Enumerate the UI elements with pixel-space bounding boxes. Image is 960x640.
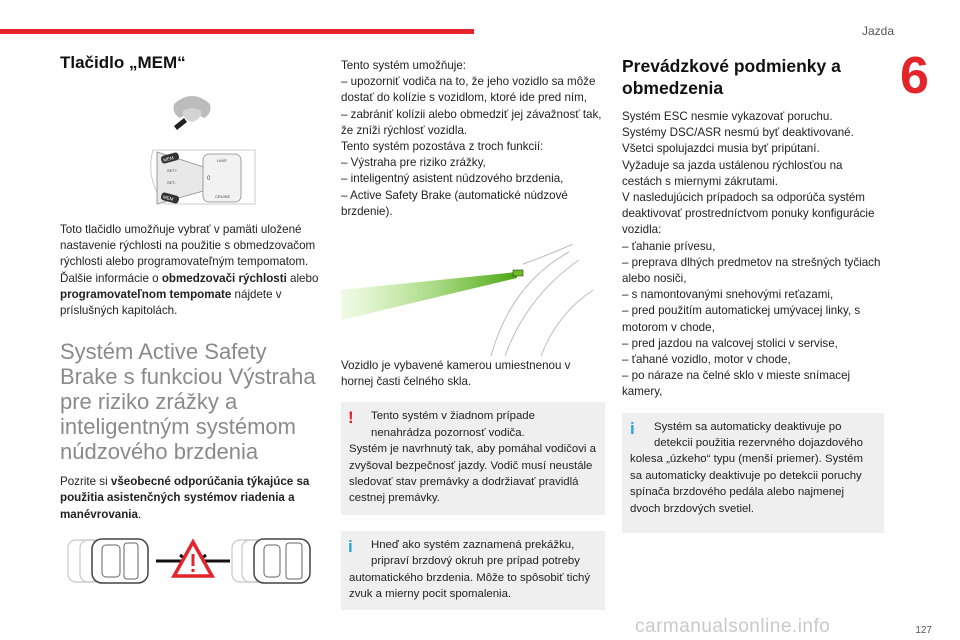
- condition-line: Systém ESC nesmie vykazovať poruchu.: [622, 110, 833, 123]
- info-first-line: Hneď ako systém zaznamená prekážku, pripraví brzdový okruh pre prípad potreby: [371, 538, 580, 568]
- condition-line: Systémy DSC/ASR nesmú byť deaktivované.: [622, 126, 854, 140]
- condition-line: – pred použitím automatickej umývacej linky, s motorom v chode,: [622, 304, 861, 334]
- warning-exclamation-icon: !: [348, 408, 354, 428]
- lever-set-plus-label: SET+: [167, 168, 178, 173]
- chapter-number: 6: [900, 47, 929, 105]
- collision-warning-illustration: [64, 532, 322, 590]
- deactivation-info-note: [622, 413, 884, 533]
- column-1-body: [60, 222, 322, 523]
- mem-heading: Tlačidlo „MEM“: [60, 53, 186, 72]
- intro-line: – inteligentný asistent núdzového brzdenia,: [341, 172, 564, 186]
- mem-more-info: Ďalšie informácie o obmedzovači rýchlosti alebo programovateľnom tempomate nájdete v príslušných kapitolách.: [60, 271, 319, 318]
- info-icon: i: [348, 536, 353, 556]
- lever-cruise-label: CRUISE: [215, 194, 231, 199]
- watermark: carmanualsonline.info: [635, 616, 831, 637]
- camera-description: Vozidlo je vybavené kamerou umiestnenou v hornej časti čelného skla.: [341, 359, 571, 389]
- intro-line: – zabrániť kolízii alebo obmedziť jej závažnosť tak, že zníži rýchlosť vozidla.: [341, 107, 602, 137]
- condition-line: – preprava dlhých predmetov na strešných tyčiach alebo nosiči,: [622, 255, 881, 286]
- lever-set-minus-label: SET-: [167, 180, 176, 185]
- condition-line: Všetci spolujazdci musia byť pripútaní.: [622, 142, 820, 156]
- info-icon: i: [630, 418, 635, 438]
- warning-note: [341, 402, 605, 514]
- steering-wheel-icon: [168, 88, 216, 132]
- top-red-bar: [0, 29, 474, 34]
- mem-description: Toto tlačidlo umožňuje vybrať v pamäti uložené nastavenie rýchlosti na použitie s obmedzovačom rýchlosti alebo programovateľným tempomatom.: [60, 223, 316, 269]
- section-title: Jazda: [861, 24, 894, 38]
- info-note: [341, 531, 605, 611]
- condition-line: – ťahané vozidlo, motor v chode,: [622, 353, 791, 367]
- asb-reference: Pozrite si všeobecné odporúčania týkajúce sa použitia asistenčných systémov riadenia a manévrovania.: [60, 475, 310, 521]
- warning-body: Systém je navrhnutý tak, aby pomáhal vodičovi a zvyšoval bezpečnosť jazdy. Vodič musí neustále sledovať stav premávky a dodržiavať pravidlá cestnej premávky.: [349, 443, 596, 505]
- condition-line: – po náraze na čelné sklo v mieste snímacej kamery,: [622, 369, 851, 399]
- deactivation-first-line: Systém sa automaticky deaktivuje po detekcii použitia rezervného dojazdového: [654, 420, 863, 450]
- windshield-camera-illustration: [341, 244, 605, 356]
- conditions-heading: Prevádzkové podmienky a obmedzenia: [622, 56, 841, 98]
- warning-first-line: Tento systém v žiadnom prípade nenahrádza pozornosť vodiča.: [371, 410, 535, 439]
- intro-line: Tento systém pozostáva z troch funkcií:: [341, 140, 544, 154]
- column-2: [341, 58, 605, 220]
- intro-line: – upozorniť vodiča na to, že jeho vozidlo sa môže dostať do kolízie s vozidlom, ktoré ide pred ním,: [341, 75, 596, 105]
- asb-heading: Systém Active Safety Brake s funkciou Výstraha pre riziko zrážky a inteligentným systémom núdzového brzdenia: [60, 339, 316, 465]
- intro-line: – Active Safety Brake (automatické núdzové brzdenie).: [341, 188, 568, 218]
- condition-line: – pred jazdou na valcovej stolici v servise,: [622, 336, 838, 350]
- lever-mem-top-label: MEM: [162, 155, 175, 163]
- condition-line: Vyžaduje sa jazda ustálenou rýchlosťou na cestách s miernymi zákrutami.: [622, 158, 843, 188]
- cruise-lever-illustration: [145, 142, 265, 214]
- column-3: [622, 55, 884, 533]
- lever-limit-label: LIMIT: [217, 158, 228, 163]
- condition-line: V nasledujúcich prípadoch sa odporúča systém deaktivovať prostredníctvom ponuky konfigurácie vozidla:: [622, 191, 875, 237]
- lever-zero-label: 0: [207, 176, 211, 182]
- condition-line: – ťahanie prívesu,: [622, 239, 716, 253]
- page-number: 127: [915, 625, 932, 636]
- lever-mem-bottom-label: MEM: [162, 194, 174, 202]
- deactivation-body: kolesa „úzkeho“ typu (menší priemer). Systém sa automaticky deaktivuje po detekcii poruchy spínača brzdového pedála alebo najmenej dvoch brzdových svetiel.: [630, 453, 863, 515]
- condition-line: – s namontovanými snehovými reťazami,: [622, 288, 834, 302]
- column-2-lower: [341, 358, 605, 610]
- intro-line: Tento systém umožňuje:: [341, 59, 467, 72]
- info-body: automatického brzdenia. Môže to spôsobiť tichý zvuk a mierny pocit spomalenia.: [349, 571, 591, 601]
- column-1: [60, 55, 322, 77]
- intro-line: – Výstraha pre riziko zrážky,: [341, 156, 486, 170]
